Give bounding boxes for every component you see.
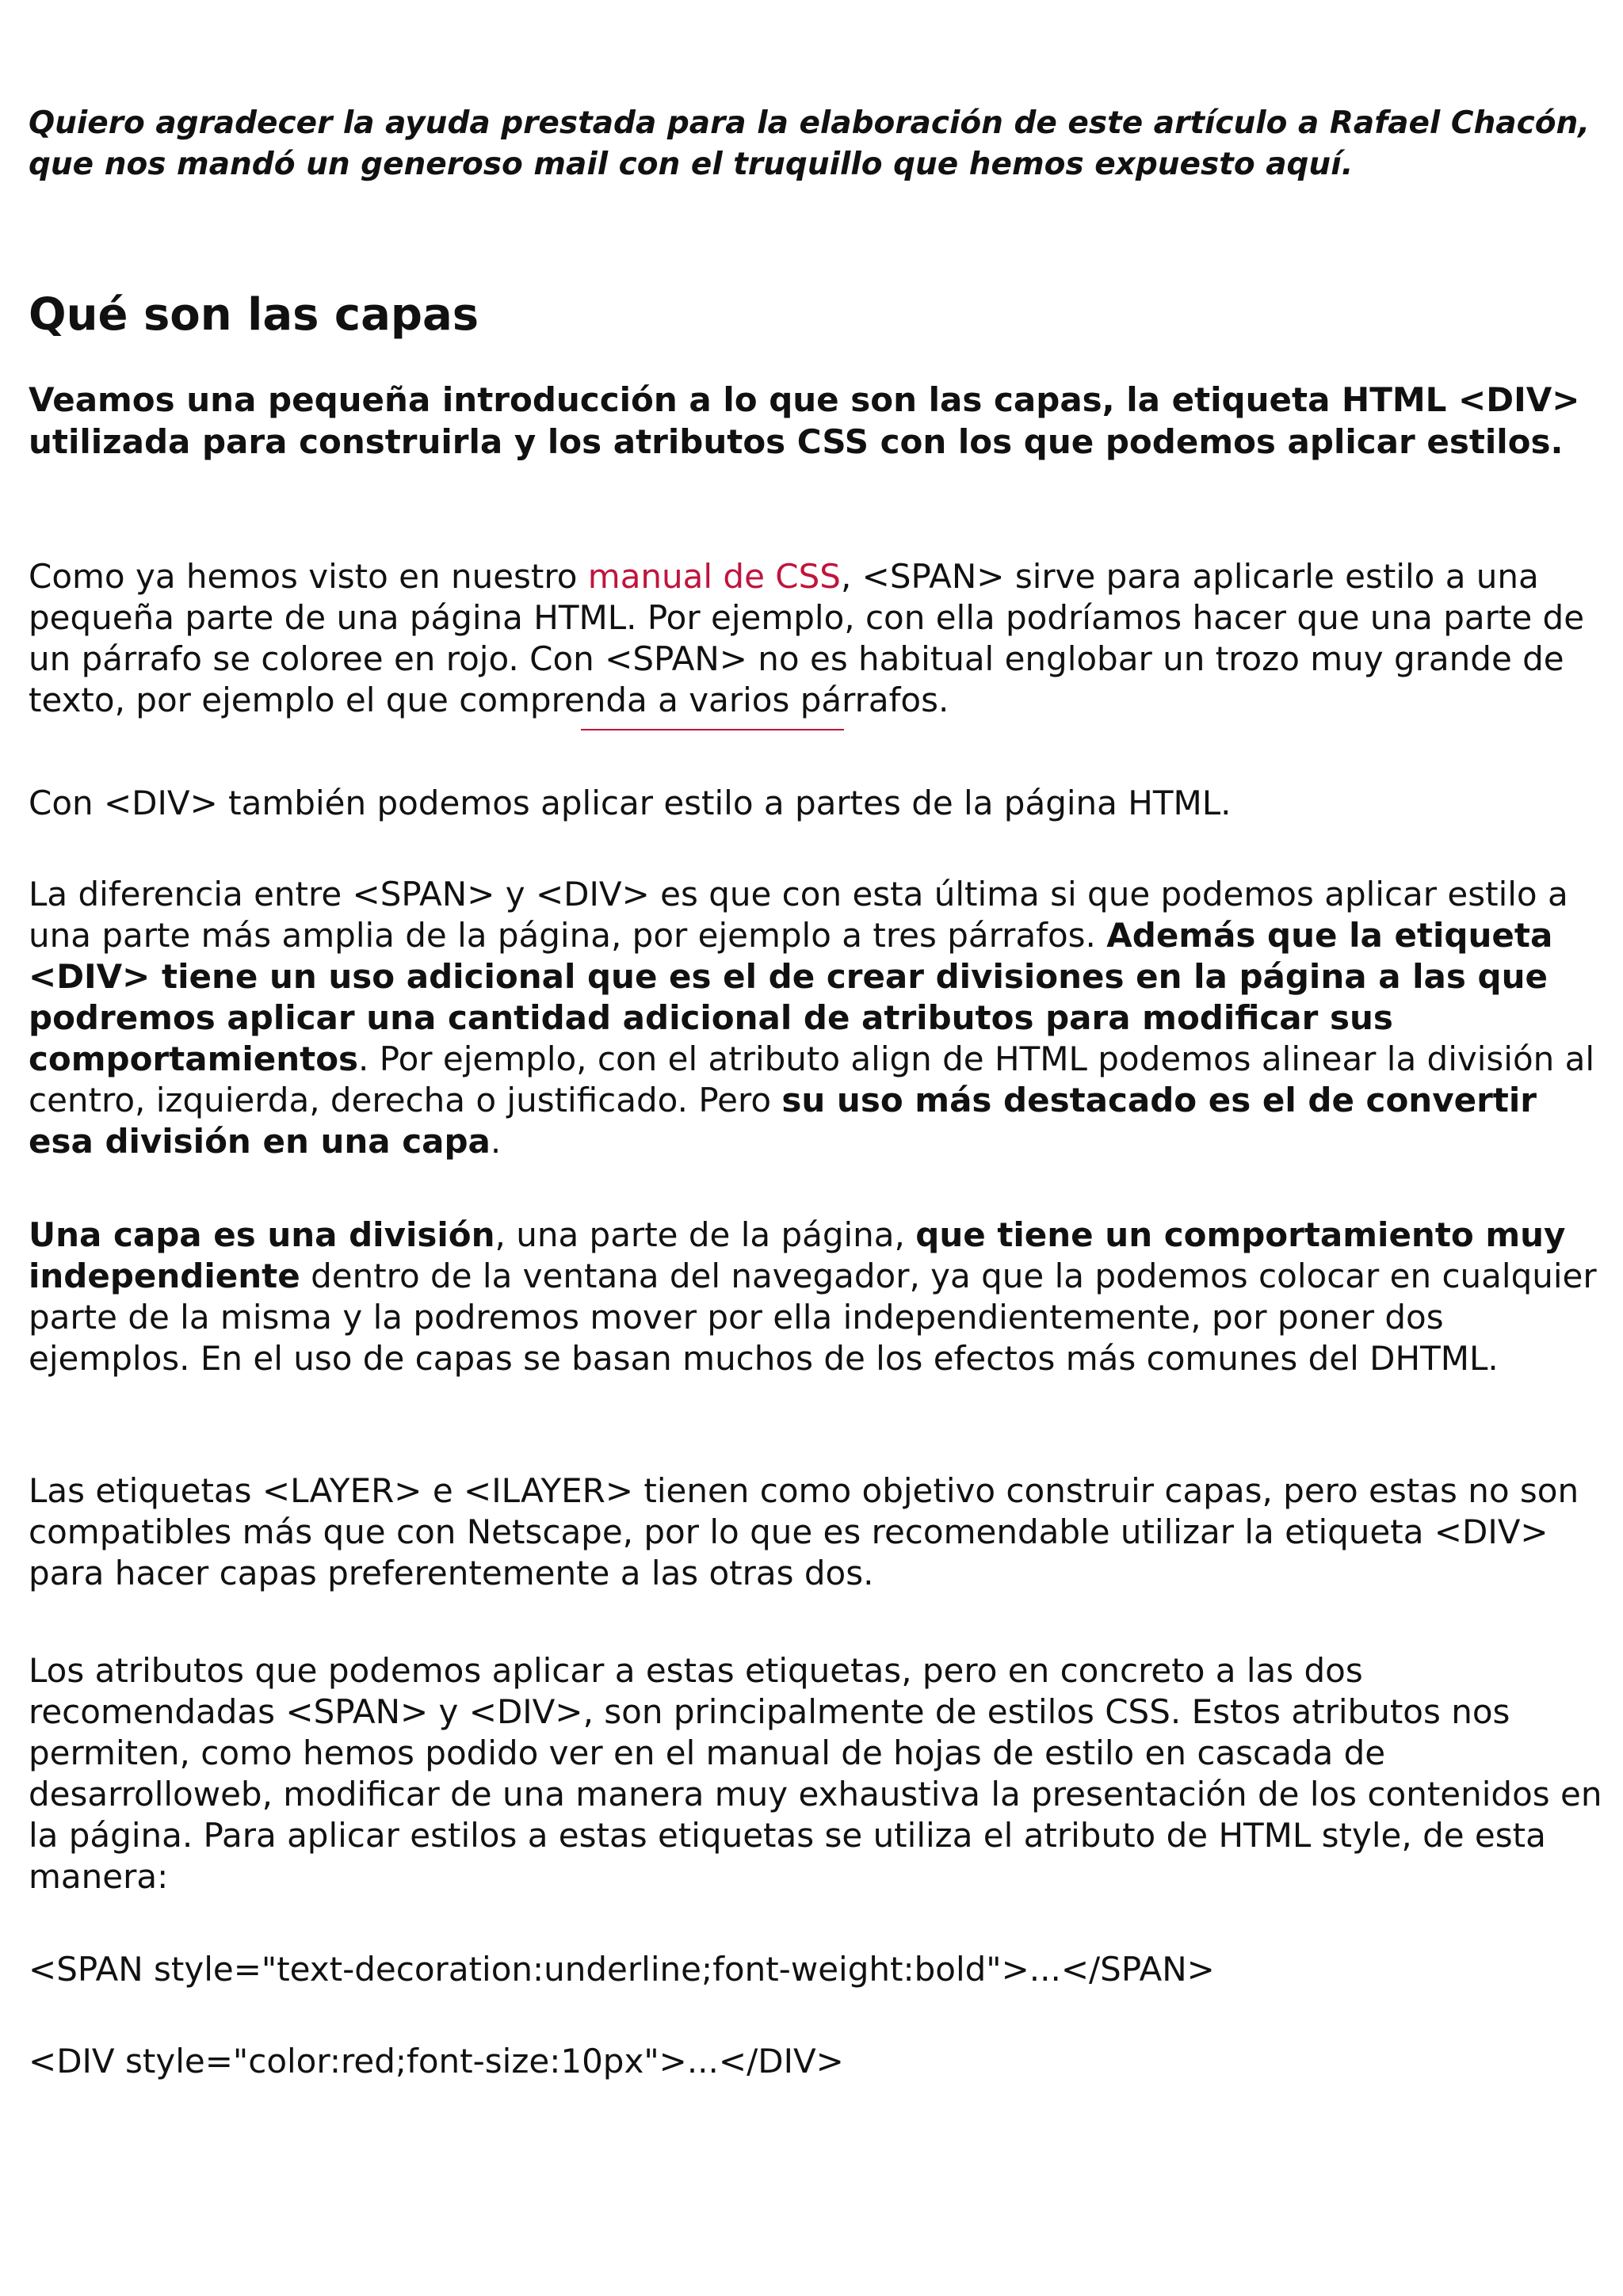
paragraph-layer-tags: Las etiquetas <LAYER> e <ILAYER> tienen como objetivo construir capas, pero estas no son compatibles más que con Netscape, por lo que es recomendable utilizar la etiqueta <DIV> para hacer capas preferentemente a las otras dos. [29, 1471, 1579, 1592]
section-intro: Veamos una pequeña introducción a lo que son las capas, la etiqueta HTML <DIV> utilizada para construirla y los atributos CSS con los que podemos aplicar estilos. [29, 380, 1580, 461]
acknowledgement-text: Quiero agradecer la ayuda prestada para la elaboración de este artículo a Rafael Chacón, que nos mandó un generoso mail con el truquillo que hemos expuesto aquí. [29, 105, 1591, 182]
paragraph-bold-text: que tiene un comportamiento muy independiente [29, 1215, 1566, 1295]
paragraph-bold-text: Una capa es una división [29, 1215, 495, 1254]
link-underline-artifact [581, 729, 844, 730]
paragraph-attributes: Los atributos que podemos aplicar a estas etiquetas, pero en concreto a las dos recomendadas <SPAN> y <DIV>, son principalmente de estilos CSS. Estos atributos nos permiten, como hemos podido ver en el manual de hojas de estilo en cascada de desarrolloweb, modificar de una manera muy exhaustiva la presentación de los contenidos en la página. Para aplicar estilos a estas etiquetas se utiliza el atributo de HTML style, de esta manera: [29, 1651, 1602, 1896]
code-example-span: <SPAN style="text-decoration:underline;font-weight:bold">...</SPAN> [29, 1950, 1215, 1989]
paragraph-bold-text: Además que la etiqueta <DIV> tiene un uso adicional que es el de crear divisiones en la página a las que podremos aplicar una cantidad adicional de atributos para modificar sus comportamientos [29, 916, 1553, 1078]
paragraph-text: La diferencia entre <SPAN> y <DIV> es que con esta última si que podemos aplicar estilo a una parte más amplia de la página, por ejemplo a tres párrafos. [29, 875, 1568, 955]
paragraph-text: dentro de la ventana del navegador, ya que la podemos colocar en cualquier parte de la misma y la podremos mover por ella independientemente, por poner dos ejemplos. En el uso de capas se basan muchos de los efectos más comunes del DHTML. [29, 1257, 1597, 1378]
paragraph-layer-definition [29, 1215, 1606, 1379]
paragraph-text: , una parte de la página, [495, 1215, 916, 1254]
section-title: Qué son las capas [29, 289, 479, 341]
code-example-div: <DIV style="color:red;font-size:10px">...</DIV> [29, 2042, 844, 2081]
paragraph-div-intro: Con <DIV> también podemos aplicar estilo a partes de la página HTML. [29, 784, 1232, 822]
paragraph-text: Como ya hemos visto en nuestro [29, 557, 588, 596]
paragraph-text: . [490, 1122, 502, 1161]
paragraph-text: , <SPAN> sirve para aplicarle estilo a una pequeña parte de una página HTML. Por ejemplo, con ella podríamos hacer que una parte de un párrafo se coloree en rojo. Con <SPAN> no es habitual englobar un trozo muy grande de texto, por ejemplo el que comprenda a varios párrafos. [29, 557, 1585, 719]
css-manual-link[interactable]: manual de CSS [587, 557, 841, 596]
paragraph-text: . Por ejemplo, con el atributo align de HTML podemos alinear la división al centro, izquierda, derecha o justificado. Pero [29, 1039, 1595, 1119]
paragraph-bold-text: su uso más destacado es el de convertir esa división en una capa [29, 1081, 1537, 1161]
paragraph-difference [29, 874, 1606, 1162]
paragraph-span-intro [29, 556, 1606, 721]
